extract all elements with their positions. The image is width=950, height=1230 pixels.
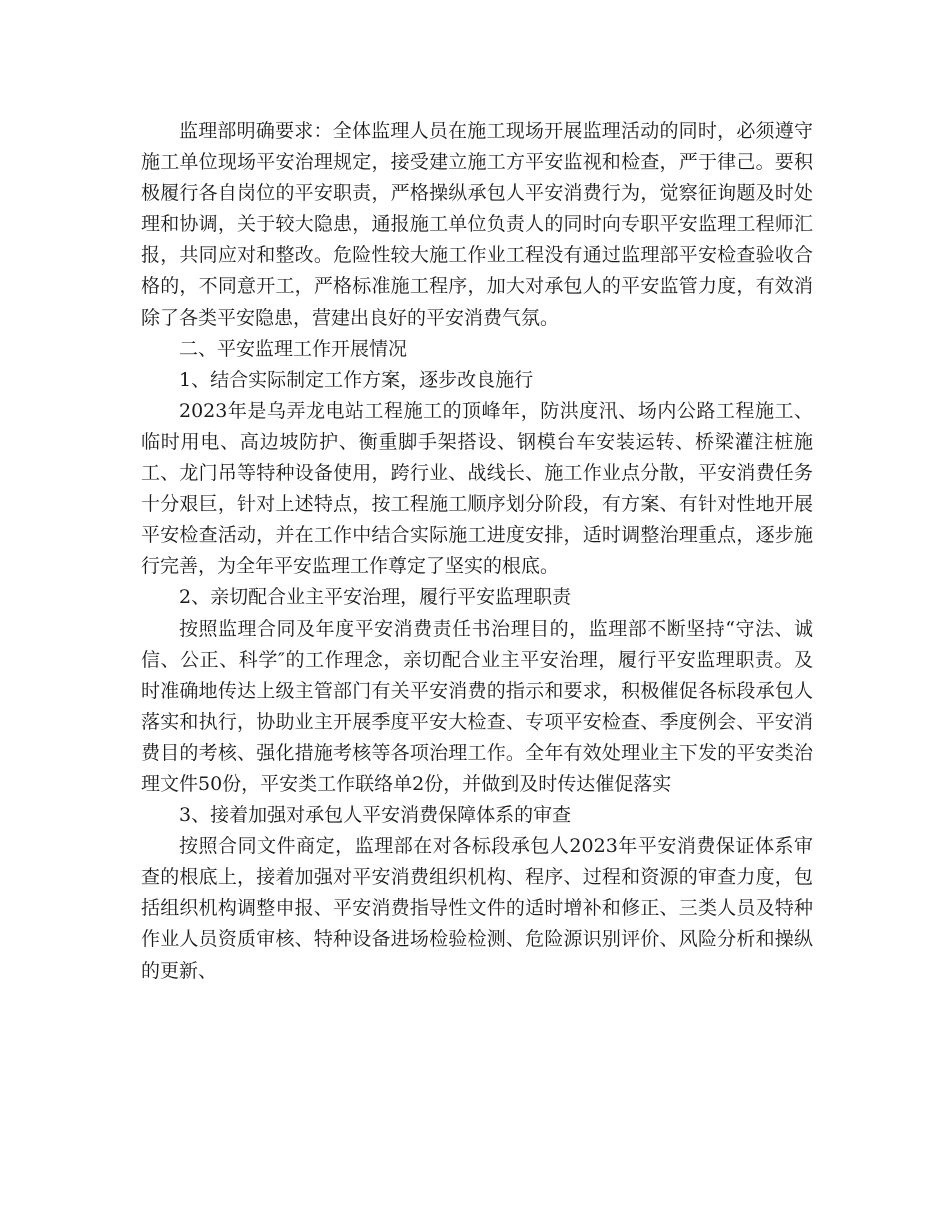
paragraph-supervision-requirements: 监理部明确要求：全体监理人员在施工现场开展监理活动的同时，必须遵守施工单位现场平安治理规定，接受建立施工方平安监视和检查，严于律己。要积极履行各自岗位的平安职责，严格操纵承包人平安消费行为，觉察征询题及时处理和协调，关于较大隐患，通报施工单位负责人的同时向专职平安监理工程师汇报，共同应对和整改。危险性较大施工作业工程没有通过监理部平安检查验收合格的，不同意开工，严格标准施工程序，加大对承包人的平安监管力度，有效消除了各类平安隐患，营建出良好的平安消费气氛。 [141, 120, 813, 329]
document-body [141, 116, 813, 987]
paragraph-system-review: 按照合同文件商定，监理部在对各标段承包人2023年平安消费保证体系审查的根底上，接着加强对平安消费组织机构、程序、过程和资源的审查力度，包括组织机构调整申报、平安消费指导性文件的适时增补和修正、三类人员及特种作业人员资质审核、特种设备进场检验检测、危险源识别评价、风险分析和操纵的更新、 [141, 835, 813, 982]
subheading-work-plan: 1、结合实际制定工作方案，逐步改良施行 [179, 368, 534, 391]
section-heading-safety-work: 二、平安监理工作开展情况 [179, 337, 408, 360]
paragraph-contract-duties: 按照监理合同及年度平安消费责任书治理目的，监理部不断坚持“守法、诚信、公正、科学″的工作理念，亲切配合业主平安治理，履行平安监理职责。及时准确地传达上级主管部门有关平安消费的指示和要求，积极催促各标段承包人落实和执行，协助业主开展季度平安大检查、专项平安检查、季度例会、平安消费目的考核、强化措施考核等各项治理工作。全年有效处理业主下发的平安类治理文件50份，平安类工作联络单2份，并做到及时传达催促落实 [141, 617, 813, 795]
paragraph-peak-year: 2023年是乌弄龙电站工程施工的顶峰年，防洪度汛、场内公路工程施工、临时用电、高边坡防护、衡重脚手架搭设、钢模台车安装运转、桥梁灌注桩施工、龙门吊等特种设备使用，跨行业、战线长、施工作业点分散，平安消费任务十分艰巨，针对上述特点，按工程施工顺序划分阶段，有方案、有针对性地开展平安检查活动，并在工作中结合实际施工进度安排，适时调整治理重点，逐步施行完善，为全年平安监理工作尊定了坚实的根底。 [141, 399, 813, 578]
subheading-system-review: 3、接着加强对承包人平安消费保障体系的审查 [179, 804, 572, 827]
subheading-cooperate-owner: 2、亲切配合业主平安治理，履行平安监理职责 [179, 586, 572, 609]
